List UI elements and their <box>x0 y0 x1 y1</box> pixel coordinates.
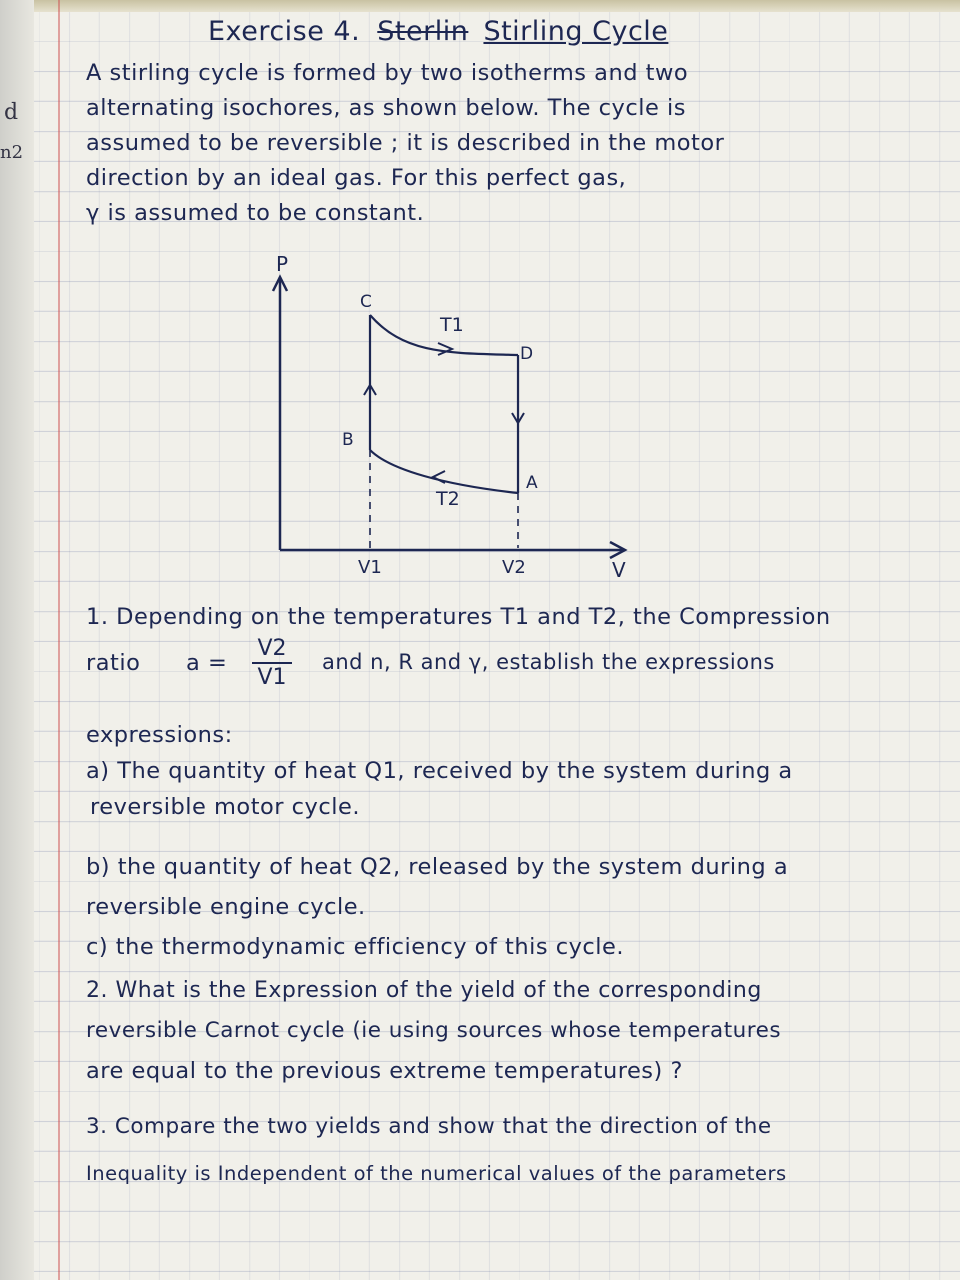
item-b-line-1: b) the quantity of heat Q2, released by the system during a <box>86 854 789 880</box>
intro-line-2: alternating isochores, as shown below. The cycle is <box>86 95 686 121</box>
intro-line-4: direction by an ideal gas. For this perfect gas, <box>86 165 627 191</box>
previous-page-edge <box>0 0 34 1280</box>
question-1-line-3: expressions: <box>86 722 233 748</box>
arrow-a-to-b-icon <box>433 471 445 483</box>
arrow-c-to-d-icon <box>438 343 452 355</box>
question-2-line-2: reversible Carnot cycle (ie using sources whose temperatures <box>86 1018 782 1043</box>
item-b-line-2: reversible engine cycle. <box>86 894 366 920</box>
edge-letter-2: n2 <box>0 142 24 163</box>
question-3-line-2: Inequality is Independent of the numerical values of the parameters <box>86 1162 787 1185</box>
item-a-line-1: a) The quantity of heat Q1, received by the system during a <box>86 758 793 784</box>
ratio-numerator: V2 <box>257 636 287 661</box>
point-a-label: A <box>526 473 538 493</box>
intro-line-5: γ is assumed to be constant. <box>86 200 425 226</box>
t2-label: T2 <box>436 488 460 510</box>
question-3-line-1: 3. Compare the two yields and show that the direction of the <box>86 1114 772 1139</box>
v-axis-label: V <box>612 558 626 582</box>
compression-ratio-fraction <box>252 636 292 690</box>
v1-label: V1 <box>358 557 382 578</box>
intro-line-3: assumed to be reversible ; it is described in the motor <box>86 130 725 156</box>
page-top-strip <box>0 0 960 12</box>
question-2-line-3: are equal to the previous extreme temperatures) ? <box>86 1058 683 1084</box>
exercise-number: Exercise 4. <box>208 16 361 47</box>
v2-label: V2 <box>502 557 526 578</box>
point-d-label: D <box>520 344 534 364</box>
question-1-ratio-equals: a = <box>186 650 228 676</box>
exercise-topic: Stirling Cycle <box>483 16 669 47</box>
point-b-label: B <box>342 430 354 450</box>
struck-word: Sterlin <box>377 16 469 47</box>
item-c-line: c) the thermodynamic efficiency of this cycle. <box>86 934 625 960</box>
pv-diagram <box>240 255 660 585</box>
margin-line <box>58 0 60 1280</box>
question-1-ratio-label: ratio <box>86 650 141 676</box>
point-c-label: C <box>360 292 372 312</box>
question-1-line-1: 1. Depending on the temperatures T1 and T2, the Compression <box>86 604 831 630</box>
ratio-denominator: V1 <box>257 665 287 690</box>
item-a-line-2: reversible motor cycle. <box>90 794 360 820</box>
fraction-bar <box>252 662 292 664</box>
p-axis-label: P <box>276 255 289 276</box>
t1-label: T1 <box>440 314 464 336</box>
question-2-line-1: 2. What is the Expression of the yield of the corresponding <box>86 978 762 1003</box>
question-1-line-2: and n, R and γ, establish the expressions <box>322 650 775 674</box>
exercise-title <box>208 16 668 47</box>
edge-letter-1: d <box>4 100 19 125</box>
intro-line-1: A stirling cycle is formed by two isotherms and two <box>86 60 689 86</box>
